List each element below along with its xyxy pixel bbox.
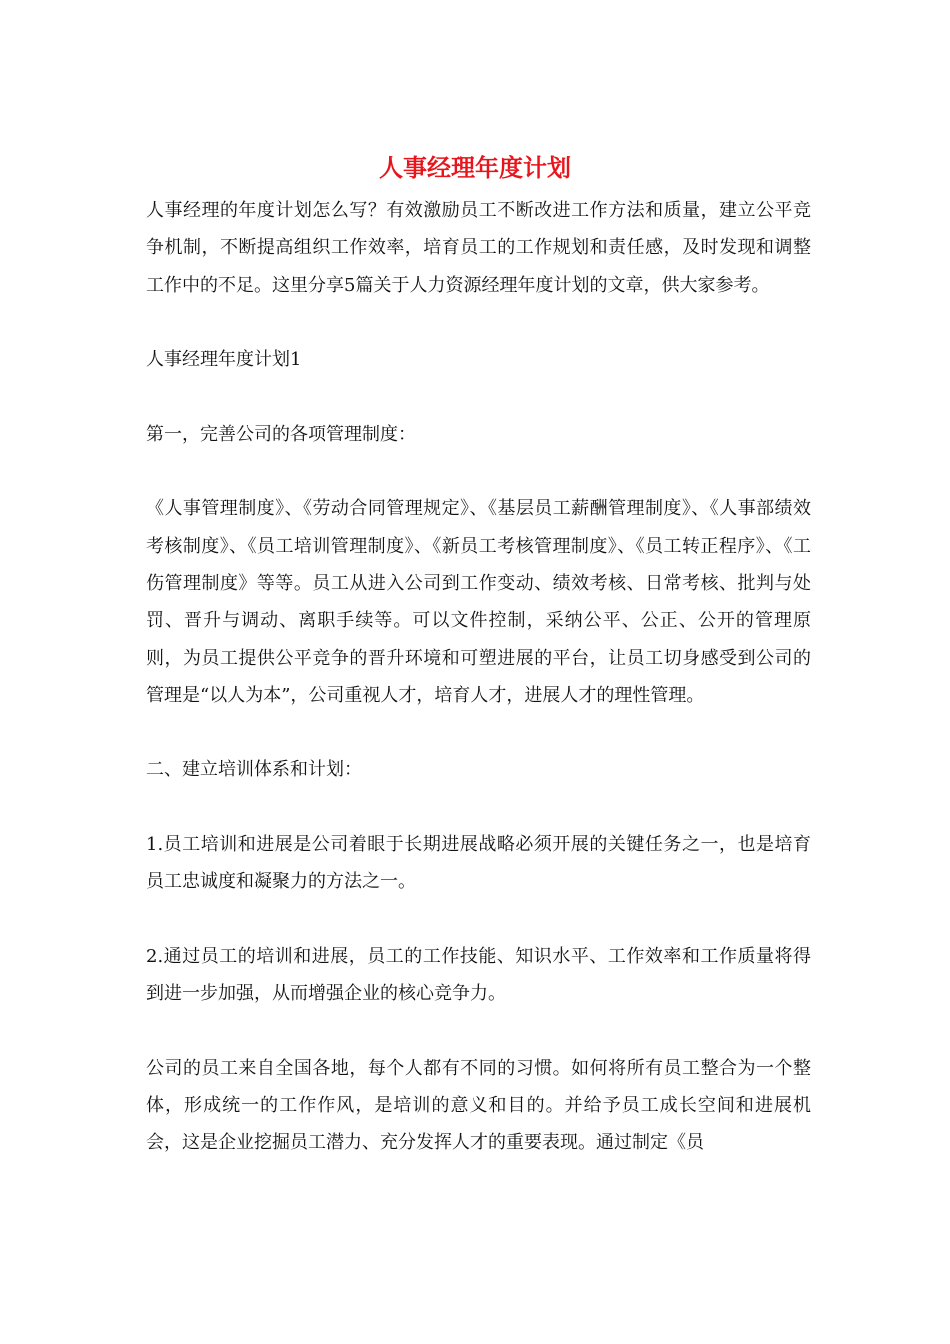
paragraph-training-item-1: 1.员工培训和进展是公司着眼于长期进展战略必须开展的关键任务之一，也是培育员工忠诚度和凝聚力的方法之一。 bbox=[146, 834, 811, 893]
paragraph-first-point: 第一，完善公司的各项管理制度： bbox=[146, 423, 416, 445]
paragraph-training-item-2: 2.通过员工的培训和进展，员工的工作技能、知识水平、工作效率和工作质量将得到进一步加强，从而增强企业的核心竞争力。 bbox=[146, 945, 811, 1005]
paragraph-section-heading: 人事经理年度计划1 bbox=[146, 349, 302, 371]
paragraph-intro: 人事经理的年度计划怎么写？有效激励员工不断改进工作方法和质量，建立公平竞争机制，不断提高组织工作效率，培育员工的工作规划和责任感，及时发现和调整工作中的不足。这里分享5篇关于人力资源经理年度计划的文章，供大家参考。 bbox=[146, 200, 811, 296]
paragraph-training-purpose: 公司的员工来自全国各地，每个人都有不同的习惯。如何将所有员工整合为一个整体，形成统一的工作作风，是培训的意义和目的。并给予员工成长空间和进展机会，这是企业挖掘员工潜力、充分发挥人才的重要表现。通过制定《员 bbox=[146, 1057, 811, 1154]
document-body bbox=[146, 192, 811, 1199]
paragraph-regulations: 《人事管理制度》、《劳动合同管理规定》、《基层员工薪酬管理制度》、《人事部绩效考核制度》、《员工培训管理制度》、《新员工考核管理制度》、《员工转正程序》、《工伤管理制度》等等。员工从进入公司到工作变动、绩效考核、日常考核、批判与处罚、晋升与调动、离职手续等。可以文件控制，采纳公平、公正、公开的管理原则，为员工提供公平竞争的晋升环境和可塑进展的平台，让员工切身感受到公司的管理是“以人为本”，公司重视人才，培育人才，进展人才的理性管理。 bbox=[146, 498, 811, 706]
paragraph-training-heading: 二、建立培训体系和计划： bbox=[146, 759, 362, 781]
document-title: 人事经理年度计划 bbox=[379, 153, 571, 182]
